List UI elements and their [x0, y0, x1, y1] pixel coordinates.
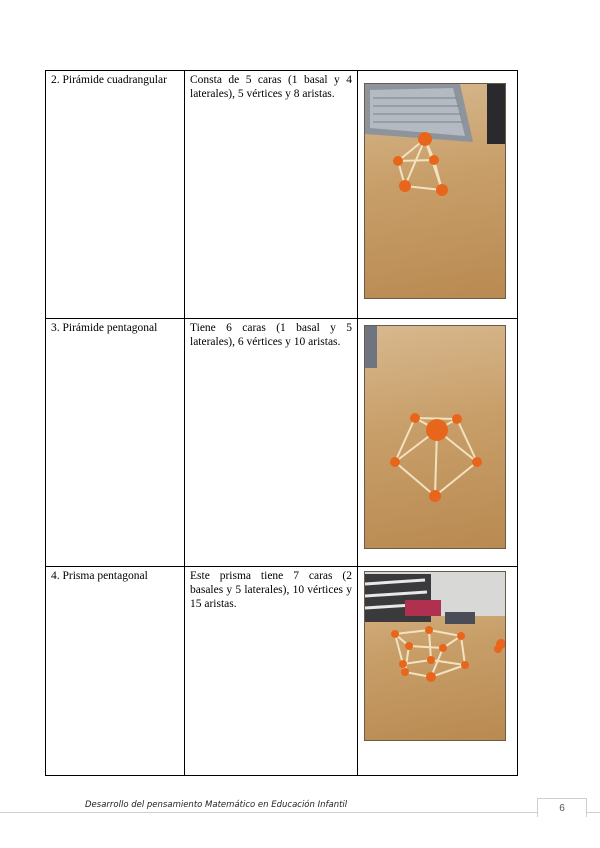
shape-name: 4. Prisma pentagonal	[51, 570, 148, 582]
table-row	[46, 319, 518, 567]
photo-cell	[358, 71, 518, 319]
table-row	[46, 71, 518, 319]
footer-divider	[0, 812, 600, 813]
shape-name-cell	[46, 71, 185, 319]
photo-cell	[358, 567, 518, 776]
shape-name: 3. Pirámide pentagonal	[51, 322, 158, 334]
shape-description-cell	[185, 319, 358, 567]
shape-description: Consta de 5 caras (1 basal y 4 laterales), 5 vértices y 8 aristas.	[190, 74, 352, 100]
shape-description: Tiene 6 caras (1 basal y 5 laterales), 6 vértices y 10 aristas.	[190, 322, 352, 348]
footer-course-title: Desarrollo del pensamiento Matemático en Educación Infantil	[85, 800, 348, 810]
photo-square-pyramid	[364, 83, 506, 299]
table-row	[46, 567, 518, 776]
photo-cell	[358, 319, 518, 567]
shape-description: Este prisma tiene 7 caras (2 basales y 5 laterales), 10 vértices y 15 aristas.	[190, 570, 352, 610]
shape-description-cell	[185, 567, 358, 776]
page-number: 6	[537, 798, 587, 817]
geometric-shapes-table	[45, 70, 518, 776]
shape-name-cell	[46, 567, 185, 776]
shape-description-cell	[185, 71, 358, 319]
photo-pentagonal-pyramid	[364, 325, 506, 549]
shape-name: 2. Pirámide cuadrangular	[51, 74, 167, 86]
photo-pentagonal-prism	[364, 571, 506, 741]
shape-name-cell	[46, 319, 185, 567]
